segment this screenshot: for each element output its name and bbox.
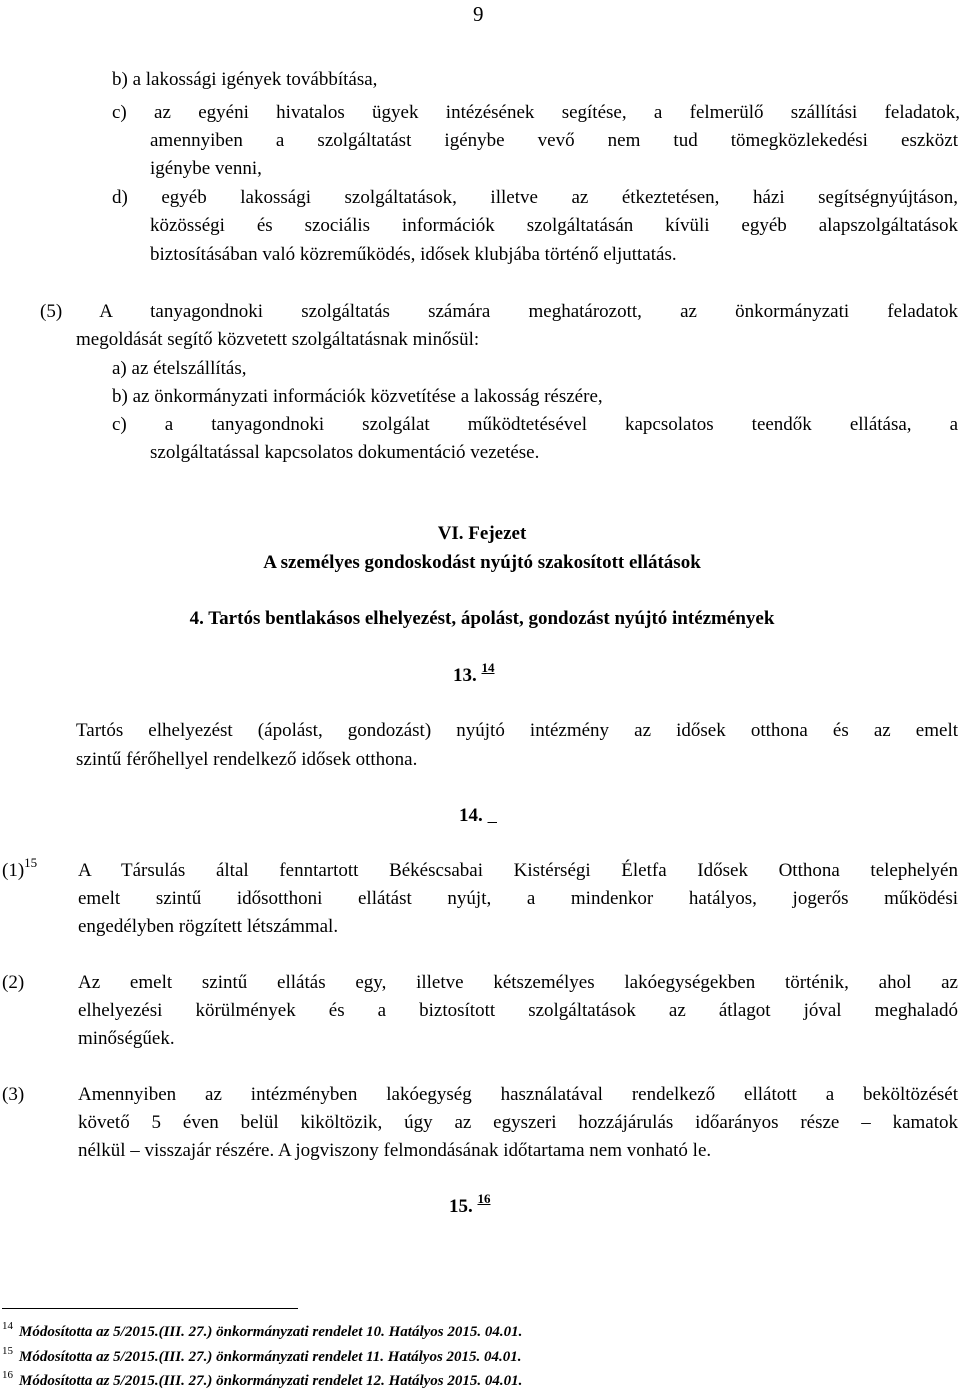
- para5-item-c-line2: szolgáltatással kapcsolatos dokumentáció vezetése.: [150, 442, 540, 463]
- s14-p1-line3: engedélyben rögzített létszámmal.: [78, 916, 339, 937]
- para5-line2: megoldását segítő közvetett szolgáltatásnak minősül:: [76, 329, 480, 350]
- chapter-number: VI. Fejezet: [437, 523, 527, 544]
- list-item-d-line1: d) egyéb lakossági szolgáltatások, illetve az étkeztetésen, házi segítségnyújtáson,: [112, 187, 958, 208]
- chapter-subtitle: 4. Tartós bentlakásos elhelyezést, ápolást, gondozást nyújtó intézmények: [189, 608, 775, 629]
- s14-p2-line2: elhelyezési körülmények és a biztosított szolgáltatások az átlagot jóval meghaladó: [78, 1000, 958, 1021]
- s14-p3-label: (3): [2, 1084, 25, 1105]
- section-13-line1: Tartós elhelyezést (ápolást, gondozást) nyújtó intézmény az idősek otthona és az emelt: [76, 720, 958, 741]
- para5-item-b: b) az önkormányzati információk közvetítése a lakosság részére,: [112, 386, 603, 407]
- section-14-mark: [488, 805, 498, 826]
- s14-p3-line1: Amennyiben az intézményben lakóegység használatával rendelkező ellátott a beköltözését: [78, 1084, 958, 1105]
- section-14-number: 14.: [459, 805, 483, 826]
- list-item-c-line1: c) az egyéni hivatalos ügyek intézésének segítése, a felmerülő szállítási feladatok,: [112, 102, 960, 123]
- s14-p2-line3: minőségűek.: [78, 1028, 175, 1049]
- footnote-15: $^{15}$ Módosította az 5/2015.(III. 27.) önkormányzati rendelet 11. Hatályos 2015. 04.01.: [2, 1345, 522, 1365]
- section-13-line2: szintű férőhellyel rendelkező idősek otthona.: [76, 749, 418, 770]
- s14-p1-label: $(1)^{15}$: [2, 855, 38, 881]
- list-item-d-line2: közösségi és szociális információk szolgáltatásán kívüli egyéb alapszolgáltatások: [150, 215, 958, 236]
- s14-p1-footnote-ref[interactable]: 15: [24, 855, 38, 870]
- section-15-number: 15.: [449, 1196, 473, 1217]
- page-number: 9: [473, 2, 484, 26]
- footnote-14: $^{14}$ Módosította az 5/2015.(III. 27.) önkormányzati rendelet 10. Hatályos 2015. 04.01.: [2, 1320, 523, 1340]
- s14-p1-line2: emelt szintű idősotthoni ellátást nyújt, a mindenkor hatályos, jogerős működési: [78, 888, 958, 909]
- para5-item-a: a) az ételszállítás,: [112, 358, 247, 379]
- s14-p2-line1: Az emelt szintű ellátás egy, illetve kétszemélyes lakóegységekben történik, ahol az: [78, 972, 958, 993]
- section-13-number: 13.: [453, 665, 477, 686]
- s14-p1-line1: A Társulás által fenntartott Békéscsabai Kistérségi Életfa Idősek Otthona telephelyén: [78, 860, 958, 881]
- section-15-heading: [449, 1191, 491, 1219]
- list-item-c-line2: amennyiben a szolgáltatást igénybe vevő nem tud tömegközlekedési eszközt: [150, 130, 958, 151]
- chapter-title: A személyes gondoskodást nyújtó szakosított ellátások: [263, 552, 701, 573]
- section-15-footnote-ref[interactable]: 16: [477, 1191, 491, 1206]
- section-13-footnote-ref[interactable]: 14: [481, 660, 495, 675]
- s14-p3-line3: nélkül – visszajár részére. A jogviszony felmondásának időtartama nem vonható le.: [78, 1140, 712, 1161]
- footnote-separator: [2, 1308, 298, 1309]
- s14-p2-label: (2): [2, 972, 25, 993]
- list-item-d-line3: biztosításában való közreműködés, idősek klubjába történő eljuttatás.: [150, 244, 677, 265]
- section-14-heading: [459, 804, 497, 828]
- list-item-c-line3: igénybe venni,: [150, 158, 262, 179]
- s14-p3-line2: követő 5 éven belül kiköltözik, úgy az egyszeri hozzájárulás időarányos része – kamatok: [78, 1112, 958, 1133]
- list-item-b: b) a lakossági igények továbbítása,: [112, 69, 378, 90]
- para5-item-c-line1: c) a tanyagondnoki szolgálat működtetésével kapcsolatos teendők ellátása, a: [112, 414, 958, 435]
- footnote-16: $^{16}$ Módosította az 5/2015.(III. 27.) önkormányzati rendelet 12. Hatályos 2015. 04.01.: [2, 1369, 523, 1389]
- para5-line1: (5) A tanyagondnoki szolgáltatás számára meghatározott, az önkormányzati feladatok: [40, 301, 958, 322]
- section-13-heading: [453, 660, 495, 688]
